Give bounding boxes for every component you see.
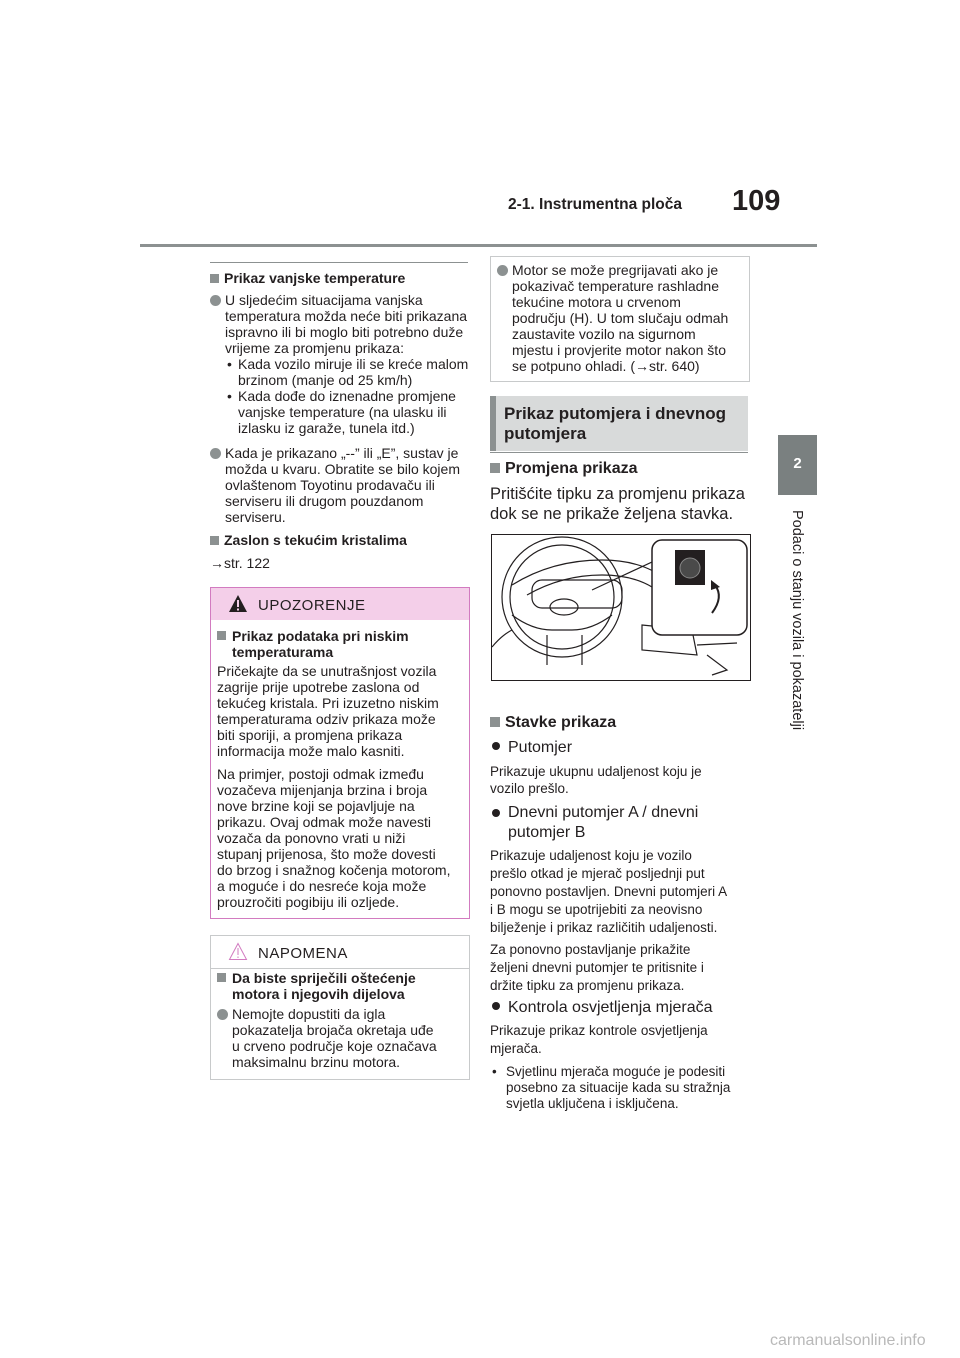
warning-para1: Pričekajte da se unutrašnjost vozila zagrije prije upotrebe zaslona od tekućeg kristala. Pri izuzetno niskim temperaturama odziv prikaza može biti sporiji, a promjena prikaza informacija može malo kasniti. [217,663,439,759]
header-rule [140,244,817,247]
list-item: • Kada dođe do iznenadne promjene vanjske temperature (na ulasku ili izlasku iz garaže, tunela itd.) [225,388,485,436]
outside-temp-para1: U sljedećim situacijama vanjska temperatura možda neće biti prikazana ispravno ili bi moglo biti potrebno duže vrijeme za promjenu prikaza: • Kada vozilo miruje ili se kreće malom brzinom (manje od 25 km/h) • Kada dođe do iznenadne promjene vanjske temperature (na ulasku ili izlasku iz garaže, tunela itd.) [210,292,485,436]
square-bullet-icon [490,717,500,727]
light-title: Kontrola osvjetljenja mjerača [490,998,713,1017]
steering-wheel-illustration [491,534,751,681]
round-bullet-icon [497,265,508,276]
section-heading [490,396,748,451]
light-bullet [490,1064,752,1112]
trip-title: Dnevni putomjer A / dnevni putomjer B [490,803,698,843]
section-rule [210,262,468,263]
round-bullet-icon [492,1002,500,1010]
square-bullet-icon [210,274,219,283]
round-bullet-icon [217,1009,228,1020]
outside-temp-para2: Kada je prikazano „--” ili „E”, sustav je možda u kvaru. Obratite se bilo kojem ovlaštenom Toyotinu prodavaču ili serviseru ili drugom pouzdanom serviseru. [210,445,485,525]
overheat-text: Motor se može pregrijavati ako je pokazivač temperature rashladne tekućine motora u crvenom području (H). U tom slučaju odmah zaustavite vozilo na sigurnom mjestu i provjerite motor nakon što se potpuno ohladi. (→str. 640) [497,262,752,374]
display-change-button-icon [680,558,700,578]
chapter-number: 2 [793,455,802,472]
square-bullet-icon [217,973,226,982]
list-item: • Svjetlinu mjerača moguće je podesiti posebno za situacije kada su stražnja svjetla uključena i isključena. [490,1064,752,1112]
notice-triangle-icon [228,942,248,961]
change-text: Pritišćite tipku za promjenu prikaza dok se ne prikaže željena stavka. [490,485,745,523]
square-bullet-icon [490,463,500,473]
section-rule [490,452,748,453]
square-bullet-icon [210,536,219,545]
chapter-tab [778,435,817,495]
odometer-title: Putomjer [490,738,572,757]
warning-subheading: Prikaz podataka pri niskim temperaturama [217,628,462,660]
warning-para2: Na primjer, postoji odmak između vozačeva mijenjanja brzina i broja nove brzine koji se pojavljuje na prikazu. Ovaj odmak može navesti vozača da ponovno vrati u niži stupanj prijenosa, što može dovesti do brzog i snažnog kočenja motorom, a moguće i do nesreće koja može prouzročiti pogibiju ili ozljede. [217,766,451,910]
items-heading: Stavke prikaza [490,713,616,732]
page-number: 109 [732,185,781,217]
notice-subheading: Da biste spriječili oštećenje motora i njegovih dijelova [217,970,462,1002]
overheat-box [490,256,750,382]
warning-title: UPOZORENJE [258,597,366,614]
notice-para1: Nemojte dopustiti da igla pokazatelja brojača okretaja uđe u crveno područje koje označava maksimalnu brzinu motora. [217,1006,472,1070]
heading-marker [490,396,496,451]
lcd-heading: Zaslon s tekućim kristalima [210,532,407,548]
section-heading-text: Prikaz putomjera i dnevnog putomjera [504,404,726,443]
lcd-page-ref[interactable]: →str. 122 [210,555,270,571]
change-heading: Promjena prikaza [490,459,638,478]
outside-temp-heading: Prikaz vanjske temperature [210,270,405,286]
list-item: • Kada vozilo miruje ili se kreće malom brzinom (manje od 25 km/h) [225,356,485,388]
chapter-side-title: Podaci o stanju vozila i pokazatelji [789,510,805,731]
section-title: 2-1. Instrumentna ploča [508,196,682,213]
warning-box [210,587,470,919]
trip-reset-text: Za ponovno postavljanje prikažite željeni dnevni putomjer te pritisnite i držite tipku za promjenu prikaza. [490,942,704,993]
round-bullet-icon [210,295,221,306]
warning-header [211,588,469,620]
round-bullet-icon [492,809,500,817]
square-bullet-icon [217,631,226,640]
notice-title: NAPOMENA [258,945,348,962]
light-text: Prikazuje prikaz kontrole osvjetljenja mjerača. [490,1023,708,1056]
round-bullet-icon [210,448,221,459]
odometer-text: Prikazuje ukupnu udaljenost koju je vozilo prešlo. [490,764,702,796]
trip-text: Prikazuje udaljenost koju je vozilo prešlo otkad je mjerač posljednji put ponovno postavljen. Dnevni putomjeri A i B mogu se upotrijebiti za neovisno bilježenje i prikaz različitih udaljenosti. [490,848,728,935]
round-bullet-icon [492,742,500,750]
watermark: carmanualsonline.info [770,1332,926,1349]
notice-rule [211,968,469,969]
dashboard-drawing [492,535,750,680]
notice-box [210,935,470,1080]
warning-triangle-icon [228,594,248,613]
